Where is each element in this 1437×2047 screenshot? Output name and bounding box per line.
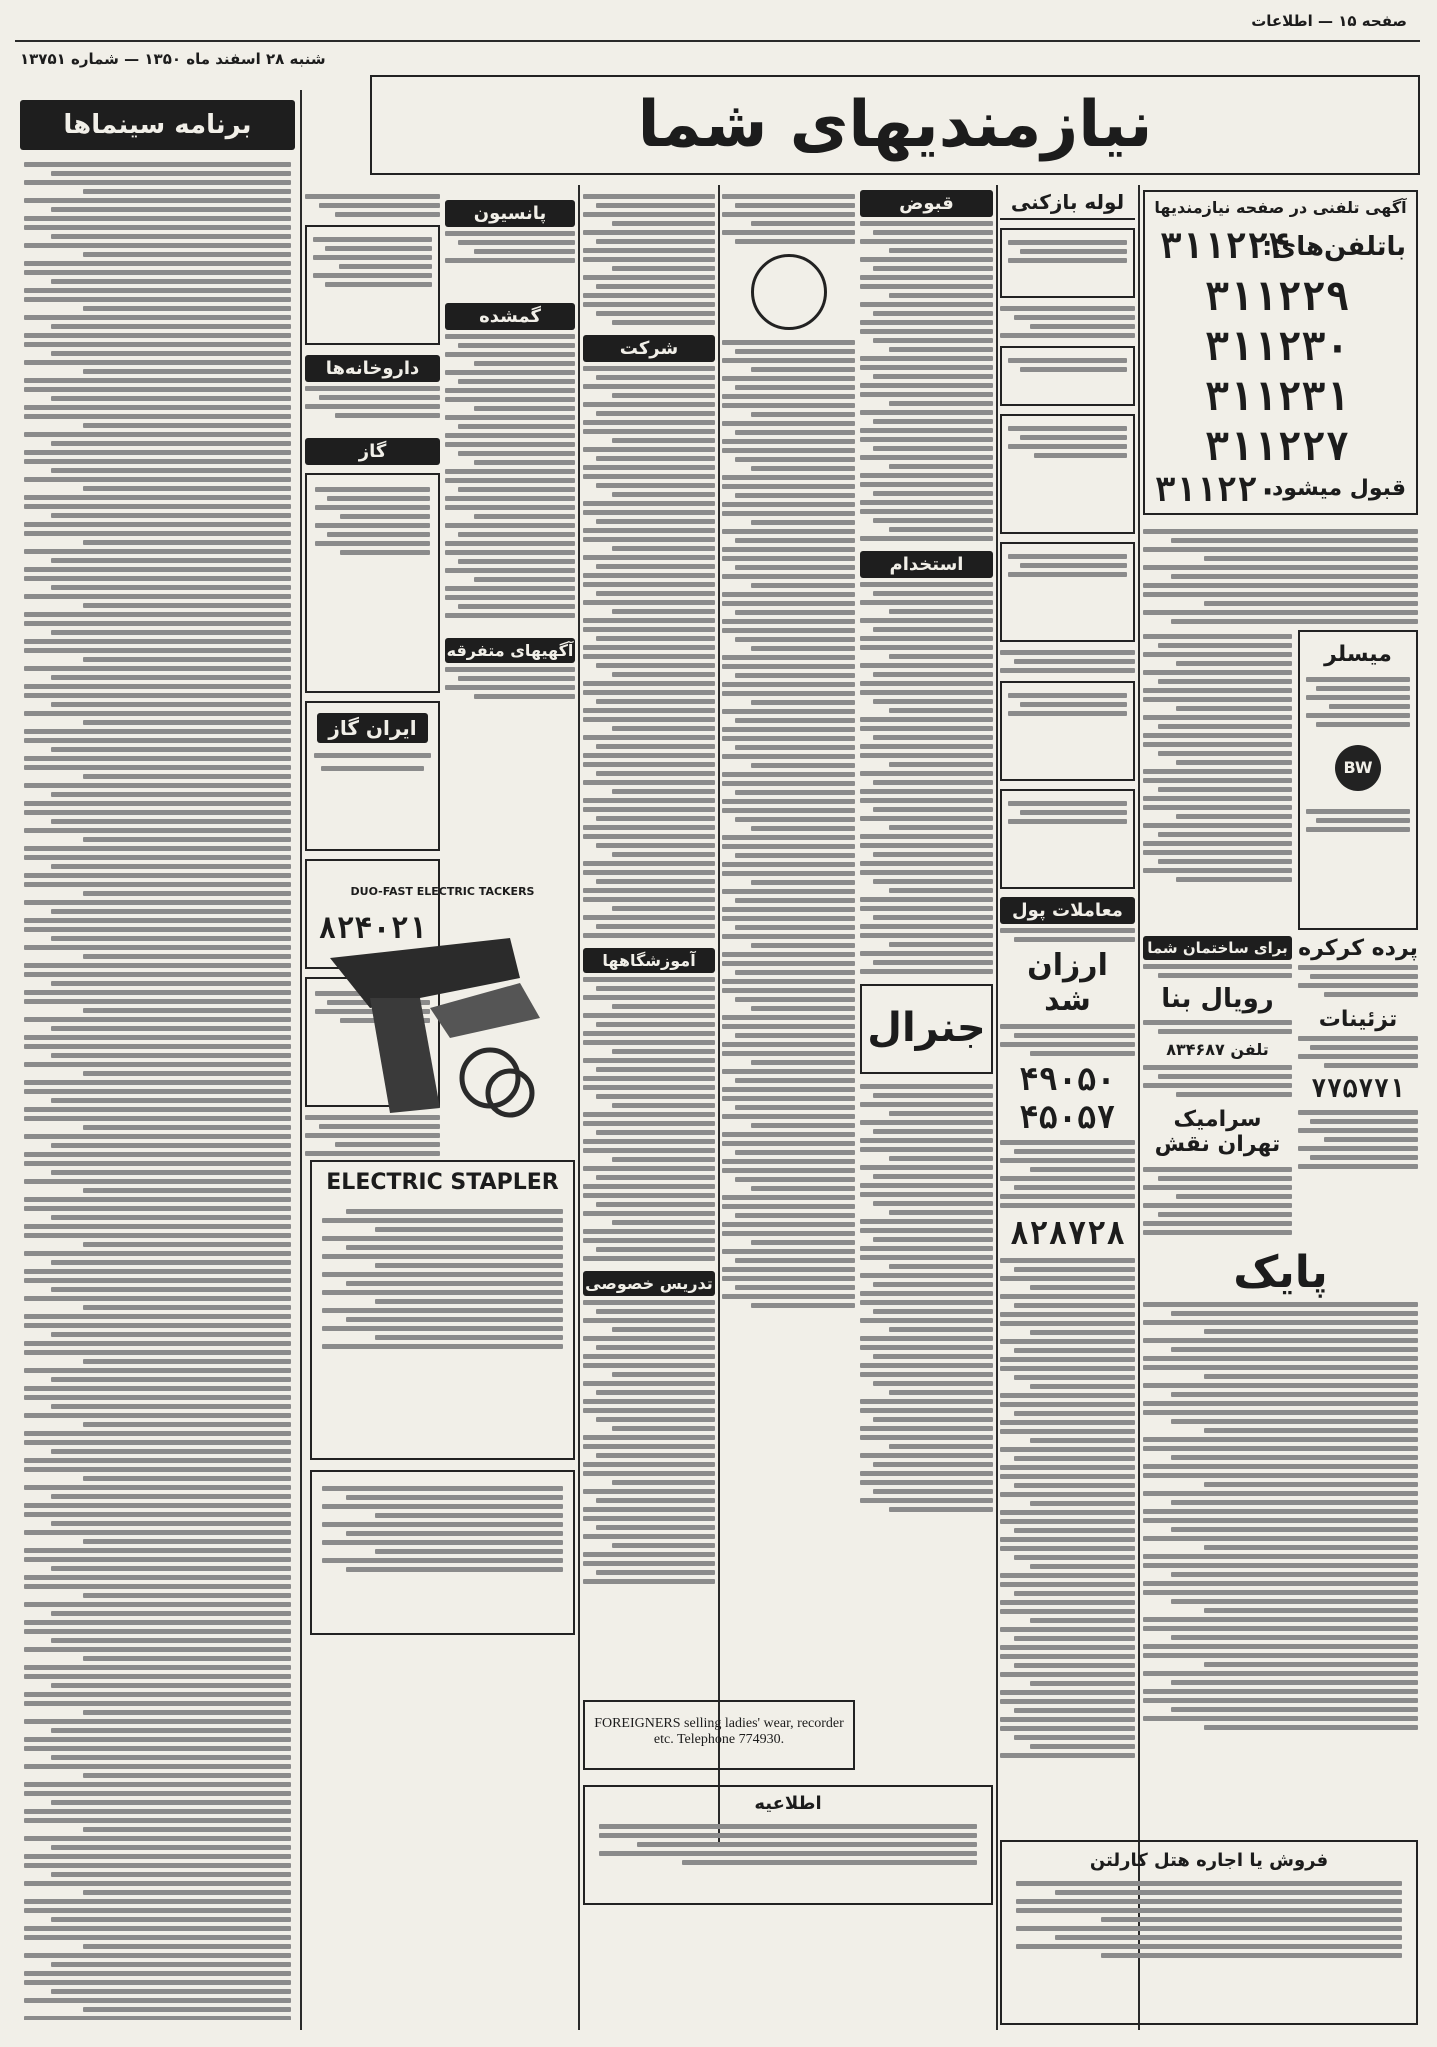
pipes-column	[1000, 190, 1135, 2030]
hotel-title: فروش یا اجاره هتل کارلتن	[1089, 1850, 1329, 1871]
column-divider	[718, 185, 720, 1845]
page-label: صفحه ۱۵ — اطلاعات	[1251, 12, 1407, 30]
banner	[370, 75, 1420, 175]
ceramic-title: سرامیک تهران نقش	[1154, 1107, 1281, 1157]
mischler-ad: میسلر BW	[1298, 630, 1418, 930]
phone-box-label: باتلفن‌های:	[1261, 232, 1406, 262]
pipe-ad-4	[1000, 542, 1135, 642]
pipe-ad-3	[1000, 414, 1135, 534]
ads-column-5	[722, 190, 855, 1840]
column-divider	[1138, 185, 1140, 2030]
pension-header: پانسیون	[445, 200, 575, 227]
pipe-ad-6	[1000, 789, 1135, 889]
pipe-ad-5	[1000, 681, 1135, 781]
schools-header: آموزشگاهها	[583, 948, 715, 973]
phone-box-title: آگهی تلفنی در صفحه نیازمندیها	[1154, 198, 1407, 217]
header-rule	[15, 40, 1420, 42]
lost-header: گمشده	[445, 303, 575, 330]
column-divider	[578, 185, 580, 2030]
bw-logo: BW	[1335, 745, 1381, 791]
electric-stapler-ad: ELECTRIC STAPLER	[310, 1160, 575, 1460]
phone-number-4: ۳۱۱۲۳۱	[1205, 374, 1350, 420]
company-header: شرکت	[583, 335, 715, 362]
ads-column-3	[445, 200, 575, 900]
company-logo	[751, 254, 827, 330]
arzan-title: ارزان شد	[1027, 948, 1108, 1018]
cinema-column	[20, 100, 295, 2020]
notice-box	[583, 1785, 993, 1905]
cinema-header: برنامه سینماها	[20, 100, 295, 150]
cinema-listings	[20, 150, 295, 2020]
duo-fast-label: DUO-FAST ELECTRIC TACKERS	[350, 885, 535, 898]
column-divider	[996, 185, 998, 2030]
foreigners-ad: FOREIGNERS selling ladies' wear, recorder etc. Telephone 774930.	[583, 1700, 855, 1770]
phone-number-3: ۳۱۱۲۳۰	[1205, 324, 1350, 370]
iran-gas-ad: ایران گاز	[305, 701, 440, 851]
phone-box	[1143, 190, 1418, 515]
column-divider	[300, 90, 302, 2030]
phone-number-2: ۳۱۱۲۲۹	[1205, 274, 1350, 320]
gas-824021-ad: ۸۲۴۰۲۱	[305, 859, 440, 969]
phone-number-1: ۳۱۱۲۲۴	[1160, 226, 1291, 267]
phone-box-suffix: قبول میشود	[1272, 476, 1406, 501]
curtain-title: پرده کرکره	[1298, 936, 1418, 961]
tacker-drawing	[310, 898, 575, 1138]
stock-header: قبوض	[860, 190, 993, 217]
tacker-illustration	[310, 885, 575, 1145]
pharmacy-header: داروخانه‌ها	[305, 355, 440, 382]
workshop-ad	[310, 1470, 575, 1635]
pipe-ad-2	[1000, 346, 1135, 406]
pipe-ad-1	[1000, 228, 1135, 298]
transactions-header: معاملات پول	[1000, 897, 1135, 924]
interior-design-ad	[305, 225, 440, 345]
royal-tel: تلفن ۸۳۴۶۸۷	[1166, 1040, 1269, 1059]
hotel-ad	[1000, 1840, 1418, 2025]
issue-date: شنبه ۲۸ اسفند ماه ۱۳۵۰ — شماره ۱۳۷۵۱	[20, 50, 326, 68]
ads-column-6	[860, 190, 993, 1780]
private-header: تدریس خصوصی	[583, 1271, 715, 1296]
payak-title: پایک	[1233, 1247, 1328, 1298]
building-header: برای ساختمان شما	[1143, 936, 1292, 960]
arzan-number-1: ۴۹۰۵۰	[1019, 1060, 1116, 1098]
banner-title: نیازمندیهای شما	[637, 88, 1153, 162]
notice-title: اطلاعیه	[754, 1793, 822, 1814]
decoration-title: تزئینات	[1318, 1007, 1398, 1032]
general-ad: جنرال	[860, 984, 993, 1074]
gas-header: گاز	[305, 438, 440, 465]
right-column	[1143, 525, 1418, 2025]
royal-title: رویال بنا	[1161, 984, 1274, 1014]
gas-ad-box	[305, 473, 440, 693]
tel-775771: ۷۷۵۷۷۱	[1311, 1074, 1405, 1104]
hiring-header: استخدام	[860, 551, 993, 578]
arzan-number-2: ۴۵۰۵۷	[1019, 1098, 1116, 1136]
general-number: ۸۲۸۷۲۸	[1009, 1214, 1126, 1252]
phone-number-6: ۳۱۱۲۲۰	[1155, 470, 1278, 510]
phone-number-5: ۳۱۱۲۲۷	[1205, 424, 1350, 470]
misc-header: آگهیهای متفرقه	[445, 638, 575, 663]
pipes-header: لوله بازکنی	[1000, 190, 1135, 220]
